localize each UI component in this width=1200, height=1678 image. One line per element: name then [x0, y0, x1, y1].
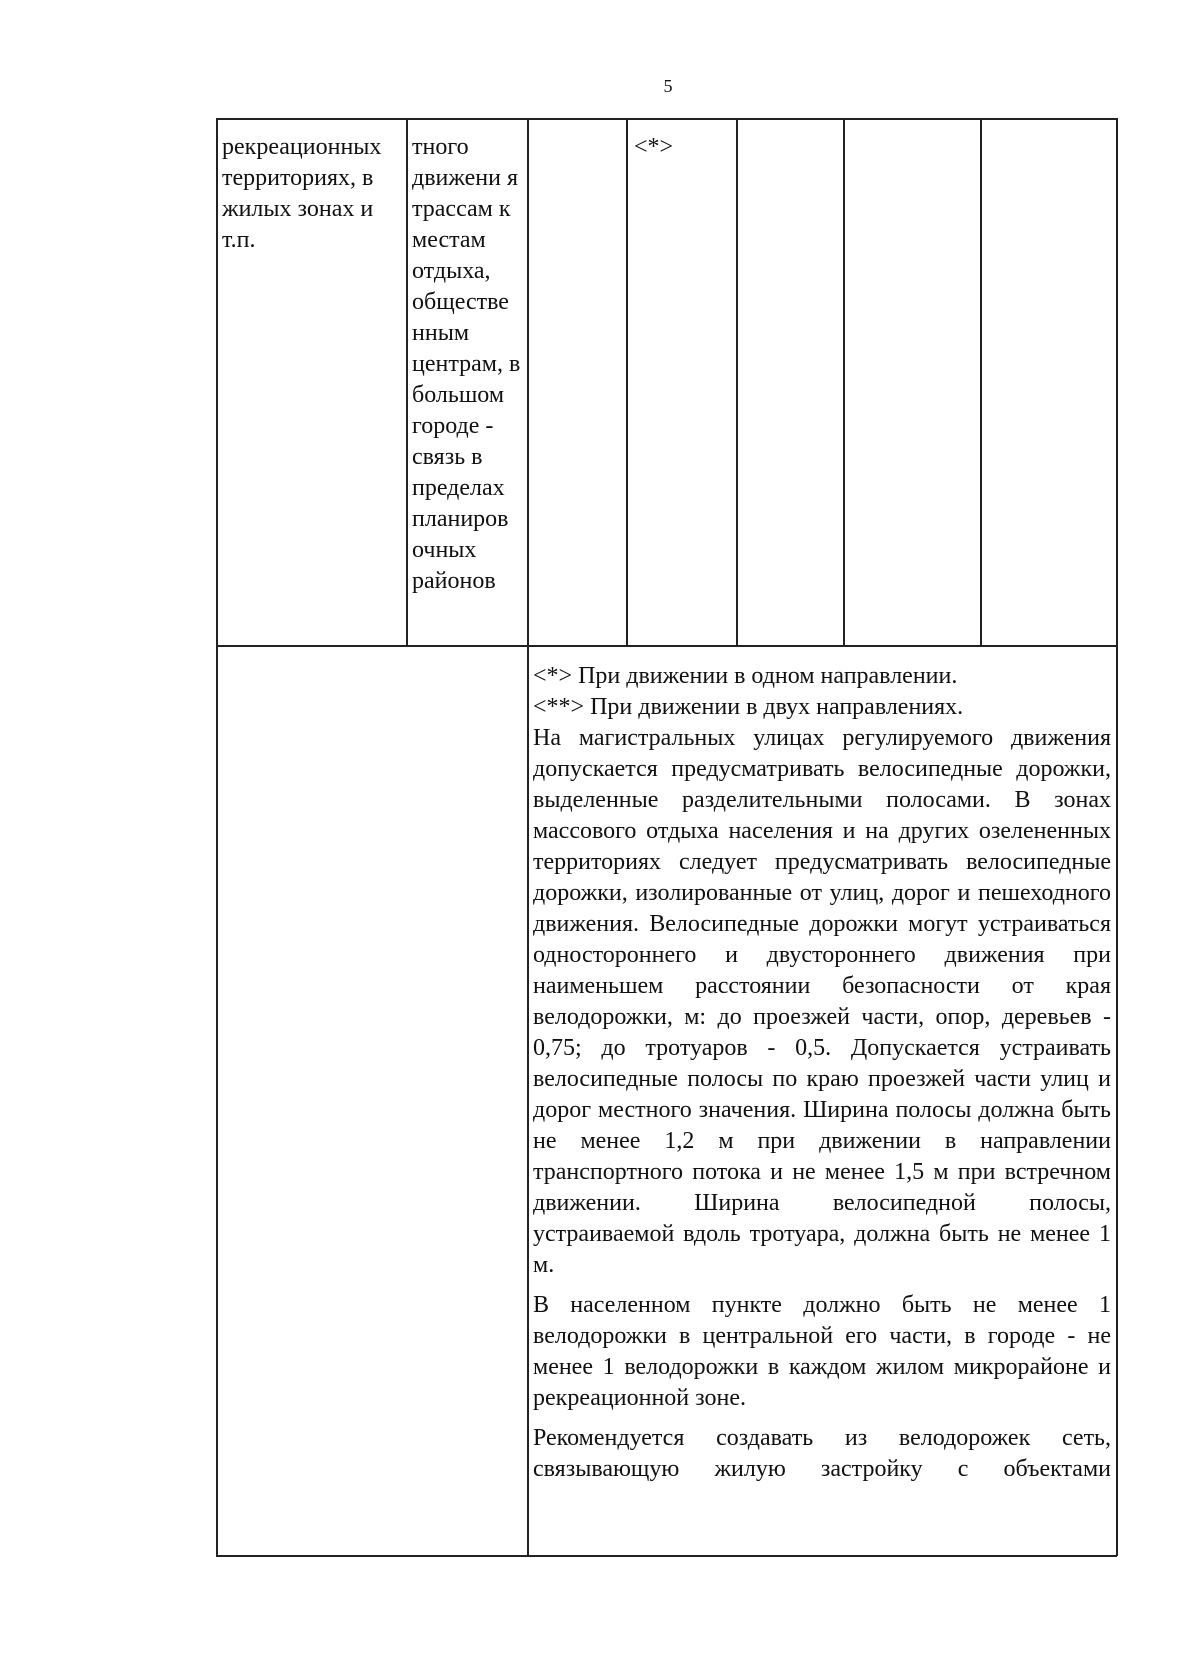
table-col-divider-2	[527, 118, 529, 1556]
page-number: 5	[663, 76, 673, 96]
paragraph-bike-lanes: На магистральных улицах регулируемого движения допускается предусматривать велосипедные дорожки, выделенные разделительными полосами. В зонах массового отдыха населения и на других озелененных территориях следует предусматривать велосипедные дорожки, изолированные от улиц, дорог и пешеходного движения. Велосипедные дорожки могут устраиваться одностороннего и двустороннего движения при наименьшем расстоянии безопасности от края велодорожки, м: до проезжей части, опор, деревьев - 0,75; до тротуаров - 0,5. Допускается устраивать велосипедные полосы по краю проезжей части улиц и дорог местного значения. Ширина полосы должна быть не менее 1,2 м при движении в направлении транспортного потока и не менее 1,5 м при встречном движении. Ширина велосипедной полосы, устраиваемой вдоль тротуара, должна быть не менее 1 м.	[533, 725, 1111, 1278]
table-col-divider-6	[980, 118, 982, 646]
table-bottom-border	[216, 1555, 1117, 1557]
cell-zone-types: рекреационных территориях, в жилых зонах и т.п.	[222, 134, 382, 253]
footnote-two-directions: <**> При движении в двух направлениях.	[533, 694, 964, 720]
table-col-divider-5	[843, 118, 845, 646]
cell-purpose: тного движени я трассам к местам отдыха, обществе нным центрам, в большом городе - связь в пределах планиров очных районов	[412, 134, 521, 594]
footnote-one-direction: <*> При движении в одном направлении.	[533, 663, 958, 689]
table-col-divider-4	[736, 118, 738, 646]
table-row-divider	[216, 645, 1117, 647]
table-col-divider-3	[626, 118, 628, 646]
table-right-border	[1116, 118, 1118, 1556]
paragraph-minimum-lanes: В населенном пункте должно быть не менее 1 велодорожки в центральной его части, в городе - не менее 1 велодорожки в каждом жилом микрорайоне и рекреационной зоне.	[533, 1292, 1111, 1411]
cell-footnote-mark: <*>	[634, 134, 674, 160]
table-top-border	[216, 118, 1117, 120]
notes-cell	[533, 661, 1111, 1485]
paragraph-network: Рекомендуется создавать из велодорожек сеть, связывающую жилую застройку с объектами	[533, 1425, 1111, 1482]
table-left-border	[216, 118, 218, 1556]
